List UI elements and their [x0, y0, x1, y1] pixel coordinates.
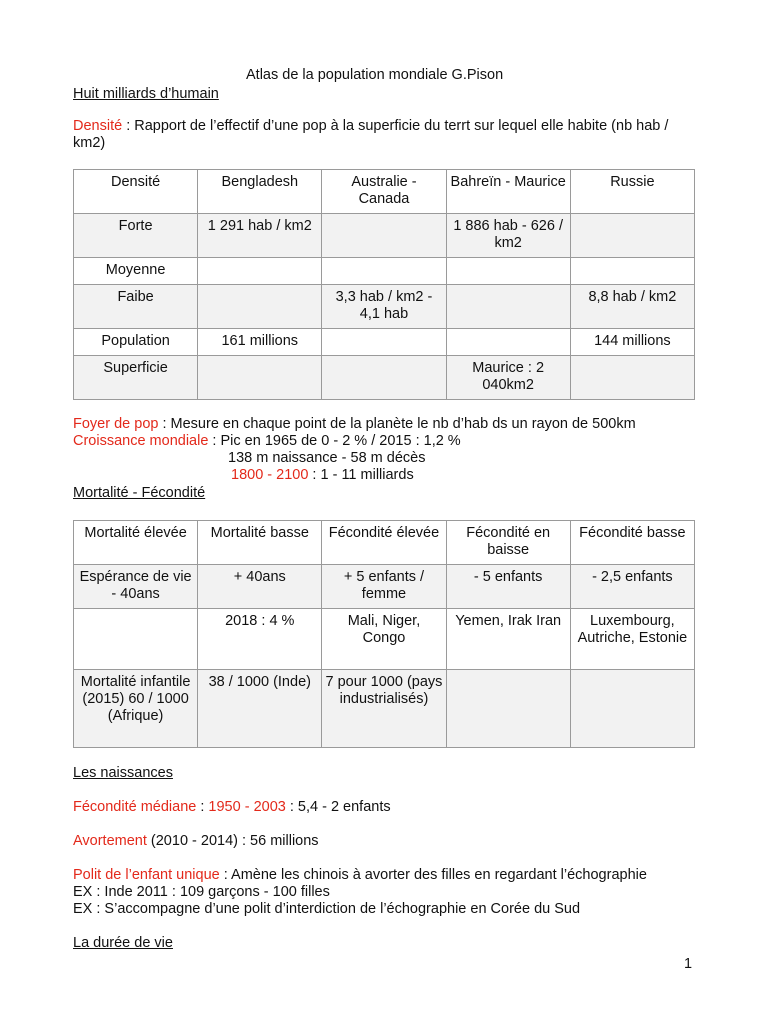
polit-text: : Amène les chinois à avorter des filles en regardant l’échographie	[219, 867, 647, 883]
density-text: : Rapport de l’effectif d’une pop à la superficie du terrt sur lequel elle habite (nb hab / km2)	[73, 118, 669, 151]
polit-enfant-unique-line	[73, 867, 647, 884]
avortement-line	[73, 833, 319, 850]
avortement-term: Avortement	[73, 833, 147, 849]
avortement-text: (2010 - 2014) : 56 millions	[146, 833, 319, 849]
table-cell: 7 pour 1000 (pays industrialisés)	[322, 670, 446, 748]
fecondite-term: Fécondité médiane	[73, 799, 197, 815]
polit-term: Polit de l’enfant unique	[73, 867, 220, 883]
section-heading-mortalite: Mortalité - Fécondité	[73, 485, 206, 501]
table-cell: 8,8 hab / km2	[570, 285, 694, 329]
table-cell: Yemen, Irak Iran	[446, 609, 570, 670]
croissance-text: : Pic en 1965 de 0 - 2 % / 2015 : 1,2 %	[208, 433, 461, 449]
table-cell: Espérance de vie - 40ans	[74, 565, 198, 609]
table-cell	[446, 258, 570, 285]
table-header-cell: Mortalité élevée	[74, 521, 198, 565]
fecondite-sep: :	[196, 799, 209, 815]
table-cell	[446, 670, 570, 748]
table-header-cell: Bahreïn - Maurice	[446, 170, 570, 214]
density-table	[73, 169, 695, 400]
section-heading-naissances: Les naissances	[73, 765, 173, 781]
table-cell: 144 millions	[570, 329, 694, 356]
table-row	[74, 356, 695, 400]
table-cell: 1 291 hab / km2	[198, 214, 322, 258]
table-cell	[322, 214, 446, 258]
table-cell	[74, 609, 198, 670]
table-cell: - 5 enfants	[446, 565, 570, 609]
croissance-line-2: 138 m naissance - 58 m décès	[228, 450, 426, 466]
table-cell	[322, 258, 446, 285]
table-row	[74, 329, 695, 356]
table-cell	[198, 356, 322, 400]
table-row	[74, 670, 695, 748]
table-row	[74, 214, 695, 258]
croissance-line	[73, 433, 461, 450]
foyer-term: Foyer de pop	[73, 416, 159, 432]
table-row	[74, 609, 695, 670]
table-header-cell: Australie - Canada	[322, 170, 446, 214]
table-header-cell: Bengladesh	[198, 170, 322, 214]
table-cell	[198, 285, 322, 329]
table-row	[74, 258, 695, 285]
table-cell: 2018 : 4 %	[198, 609, 322, 670]
table-cell: Moyenne	[74, 258, 198, 285]
table-cell: Luxembourg, Autriche, Estonie	[570, 609, 694, 670]
table-header-cell: Russie	[570, 170, 694, 214]
croissance-term: Croissance mondiale	[73, 433, 209, 449]
table-cell: Maurice : 2 040km2	[446, 356, 570, 400]
table-cell: 161 millions	[198, 329, 322, 356]
table-cell: Forte	[74, 214, 198, 258]
table-cell	[322, 356, 446, 400]
table-cell: 1 886 hab - 626 / km2	[446, 214, 570, 258]
table-header-cell: Mortalité basse	[198, 521, 322, 565]
table-cell	[446, 285, 570, 329]
table-cell	[570, 214, 694, 258]
table-cell: Mortalité infantile (2015) 60 / 1000 (Afrique)	[74, 670, 198, 748]
table-cell	[446, 329, 570, 356]
croissance-years: 1800 - 2100	[231, 467, 309, 483]
foyer-text: : Mesure en chaque point de la planète le nb d’hab ds un rayon de 500km	[158, 416, 636, 432]
table-cell: 38 / 1000 (Inde)	[198, 670, 322, 748]
table-cell	[198, 258, 322, 285]
table-row	[74, 565, 695, 609]
croissance-line-3	[231, 467, 414, 484]
table-cell	[322, 329, 446, 356]
page-number: 1	[684, 956, 693, 972]
section-heading-duree-de-vie: La durée de vie	[73, 935, 173, 951]
foyer-de-pop-line	[73, 416, 636, 433]
mortality-table	[73, 520, 695, 748]
example-line-2: EX : S’accompagne d’une polit d’interdiction de l’échographie en Corée du Sud	[73, 901, 581, 917]
table-header-cell: Fécondité en baisse	[446, 521, 570, 565]
table-cell: 3,3 hab / km2 - 4,1 hab	[322, 285, 446, 329]
table-cell: Superficie	[74, 356, 198, 400]
table-cell: - 2,5 enfants	[570, 565, 694, 609]
table-header-cell: Densité	[74, 170, 198, 214]
example-line-1: EX : Inde 2011 : 109 garçons - 100 filles	[73, 884, 330, 900]
table-cell: Mali, Niger, Congo	[322, 609, 446, 670]
section-heading-huit-milliards: Huit milliards d’humain	[73, 86, 219, 102]
table-row	[74, 285, 695, 329]
table-cell: Population	[74, 329, 198, 356]
document-title: Atlas de la population mondiale G.Pison	[246, 67, 504, 83]
table-cell: Faibe	[74, 285, 198, 329]
croissance-projection: : 1 - 11 milliards	[308, 467, 414, 483]
density-definition	[73, 118, 695, 152]
fecondite-text: : 5,4 - 2 enfants	[285, 799, 391, 815]
table-cell	[570, 356, 694, 400]
table-header-cell: Fécondité basse	[570, 521, 694, 565]
table-cell	[570, 670, 694, 748]
table-cell: + 5 enfants / femme	[322, 565, 446, 609]
fecondite-years: 1950 - 2003	[208, 799, 286, 815]
table-cell	[570, 258, 694, 285]
density-term: Densité	[73, 118, 123, 134]
table-header-cell: Fécondité élevée	[322, 521, 446, 565]
fecondite-mediane-line	[73, 799, 391, 816]
table-cell: + 40ans	[198, 565, 322, 609]
